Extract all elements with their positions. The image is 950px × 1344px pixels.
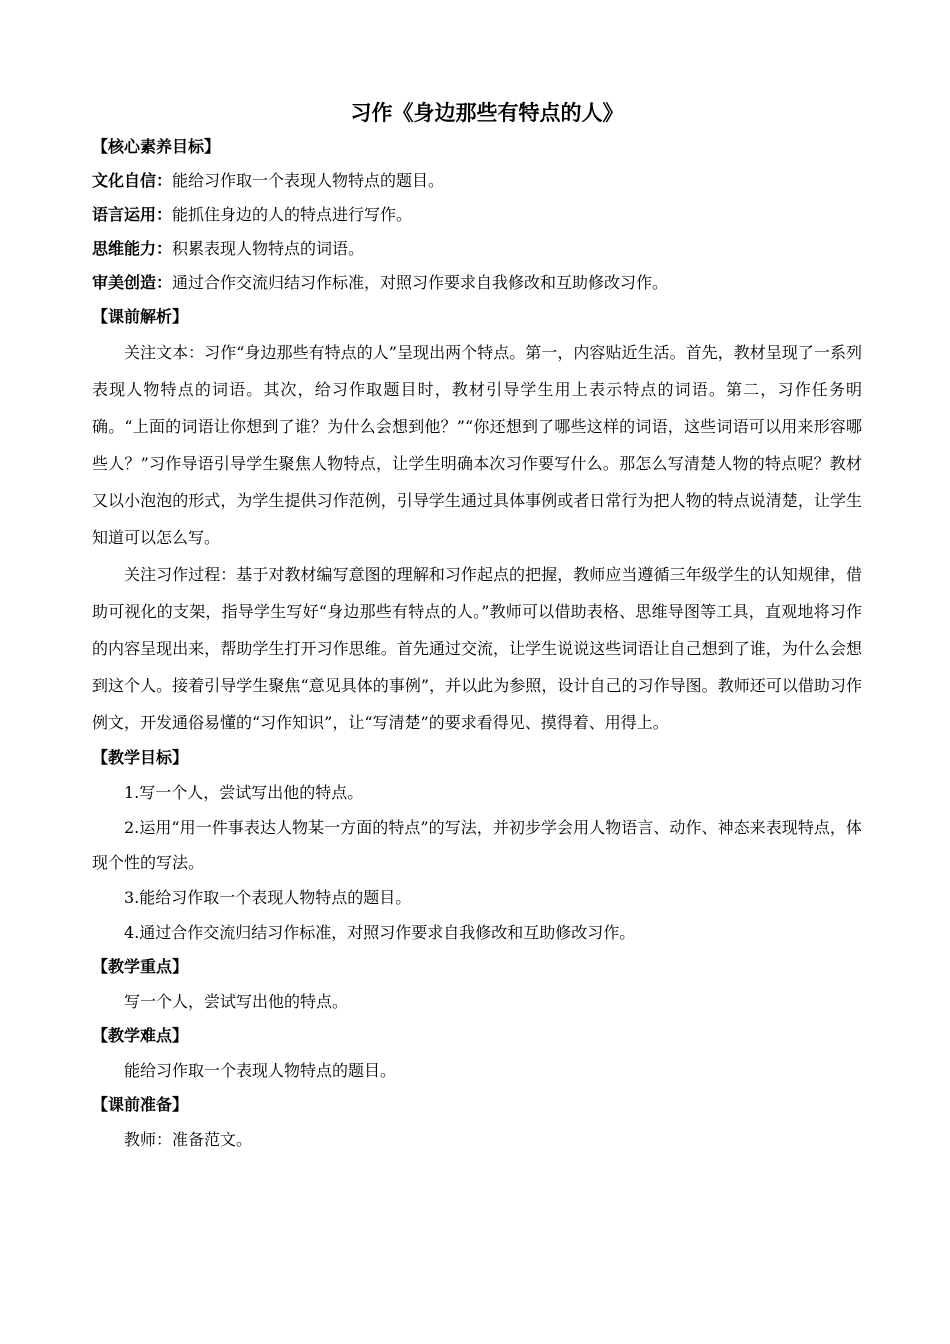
- core-goal-label: 语言运用：: [92, 205, 173, 224]
- preparation-heading: 【课前准备】: [92, 1095, 189, 1114]
- core-goal-item: [92, 198, 862, 232]
- core-goals-heading: 【核心素养目标】: [92, 137, 221, 156]
- analysis-paragraph: 关注习作过程：基于对教材编写意图的理解和习作起点的把握，教师应当遵循三年级学生的认知规律，借助可视化的支架，指导学生写好“身边那些有特点的人。”教师可以借助表格、思维导图等工具，直观地将习作的内容呈现出来，帮助学生打开习作思维。首先通过交流，让学生说说这些词语让自己想到了谁，为什么会想到这个人。接着引导学生聚焦“意见具体的事例”，并以此为参照，设计自己的习作导图。教师还可以借助习作例文，开发通俗易懂的“习作知识”，让“写清楚”的要求看得见、摸得着、用得上。: [92, 565, 862, 732]
- core-goal-item: [92, 164, 862, 198]
- difficulty-heading: 【教学难点】: [92, 1026, 189, 1045]
- document-page: [92, 96, 862, 1157]
- core-goal-text: 能抓住身边的人的特点进行写作。: [172, 205, 413, 224]
- core-goal-text: 积累表现人物特点的词语。: [172, 239, 365, 258]
- document-title: 习作《身边那些有特点的人》: [350, 101, 624, 125]
- analysis-paragraph: 关注文本：习作“身边那些有特点的人”呈现出两个特点。第一，内容贴近生活。首先，教材呈现了一系列表现人物特点的词语。其次，给习作取题目时，教材引导学生用上表示特点的词语。第二，习作任务明确。“上面的词语让你想到了谁？为什么会想到他？”“你还想到了哪些这样的词语，这些词语可以用来形容哪些人？”习作导语引导学生聚焦人物特点，让学生明确本次习作要写什么。那怎么写清楚人物的特点呢？教材又以小泡泡的形式，为学生提供习作范例，引导学生通过具体事例或者日常行为把人物的特点说清楚，让学生知道可以怎么写。: [92, 343, 862, 547]
- core-goal-text: 能给习作取一个表现人物特点的题目。: [172, 171, 445, 190]
- objective-item: 1.写一个人，尝试写出他的特点。: [124, 783, 364, 802]
- core-goal-label: 审美创造：: [92, 273, 173, 292]
- core-goal-item: [92, 232, 862, 266]
- objective-item: 2.运用“用一件事表达人物某一方面的特点”的写法，并初步学会用人物语言、动作、神态来表现特点，体现个性的写法。: [92, 818, 862, 872]
- objective-item: 4.通过合作交流归结习作标准，对照习作要求自我修改和互助修改习作。: [124, 923, 636, 942]
- core-goal-text: 通过合作交流归结习作标准，对照习作要求自我修改和互助修改习作。: [172, 273, 669, 292]
- core-goal-label: 思维能力：: [92, 239, 173, 258]
- key-point-text: 写一个人，尝试写出他的特点。: [124, 992, 349, 1011]
- core-goal-item: [92, 266, 862, 300]
- difficulty-text: 能给习作取一个表现人物特点的题目。: [124, 1061, 397, 1080]
- preparation-text: 教师：准备范文。: [124, 1130, 253, 1149]
- objectives-heading: 【教学目标】: [92, 748, 189, 767]
- key-point-heading: 【教学重点】: [92, 957, 189, 976]
- analysis-heading: 【课前解析】: [92, 307, 189, 326]
- core-goal-label: 文化自信：: [92, 171, 173, 190]
- objective-item: 3.能给习作取一个表现人物特点的题目。: [124, 888, 412, 907]
